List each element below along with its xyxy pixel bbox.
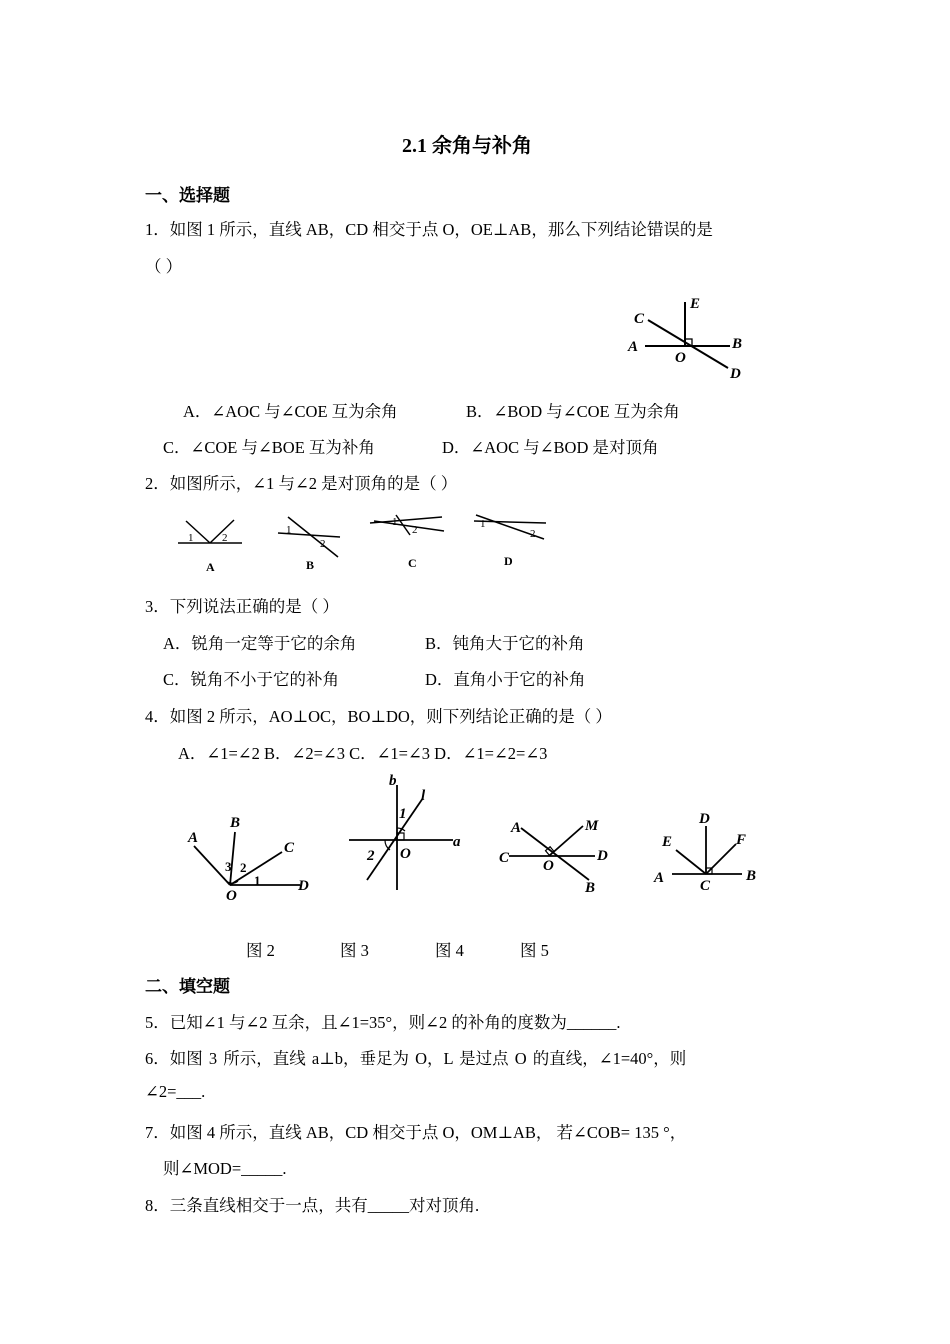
svg-text:B: B [585, 880, 596, 896]
q2-figure-c [370, 515, 444, 570]
svg-text:D: D [504, 554, 513, 568]
caption-figure-2: 图 2 [246, 941, 275, 960]
figure-4 [495, 812, 620, 897]
svg-text:O: O [400, 846, 411, 862]
svg-text:F: F [736, 832, 747, 848]
svg-text:2: 2 [320, 538, 326, 550]
q2-stem: 2．如图所示，∠1 与∠2 是对顶角的是（ ） [145, 474, 458, 493]
figure-2 [180, 812, 320, 907]
q2-figure-d [474, 515, 546, 568]
label-c: C [634, 311, 645, 327]
section-fill-heading: 二、填空题 [145, 977, 230, 997]
q5-text: 5．已知∠1 与∠2 互余，且∠1=35°，则∠2 的补角的度数为______. [145, 1013, 621, 1032]
svg-text:1: 1 [480, 518, 486, 530]
svg-text:A: A [188, 830, 199, 846]
svg-text:M: M [585, 818, 599, 834]
caption-figure-4: 图 4 [435, 941, 464, 960]
svg-text:C: C [700, 878, 711, 894]
svg-text:2: 2 [222, 532, 228, 544]
caption-figure-3: 图 3 [340, 941, 369, 960]
q3-stem: 3．下列说法正确的是（ ） [145, 597, 339, 616]
svg-text:O: O [226, 888, 237, 904]
q1-option-b: B．∠BOD 与∠COE 互为余角 [466, 402, 680, 421]
line-cd [648, 320, 728, 368]
label-a: A [628, 339, 639, 355]
q4-options: A．∠1=∠2 B．∠2=∠3 C．∠1=∠3 D．∠1=∠2=∠3 [178, 744, 548, 763]
svg-text:A: A [654, 870, 665, 886]
svg-text:A: A [206, 560, 215, 574]
q4-stem: 4．如图 2 所示，AO⊥OC，BO⊥DO，则下列结论正确的是（ ） [145, 707, 612, 726]
figure-q2 [170, 505, 560, 580]
svg-text:2: 2 [240, 860, 247, 875]
q1-option-c: C．∠COE 与∠BOE 互为补角 [163, 438, 375, 457]
svg-text:a: a [453, 834, 461, 850]
svg-text:C: C [499, 850, 510, 866]
q6-line1: 6．如图 3 所示，直线 a⊥b，垂足为 O，L 是过点 O 的直线，∠1=40°，则 [145, 1049, 687, 1068]
q1-stem: 1．如图 1 所示，直线 AB，CD 相交于点 O，OE⊥AB，那么下列结论错误的是 [145, 220, 713, 239]
svg-text:B: B [230, 815, 241, 831]
q2-figure-b [278, 517, 340, 572]
figure-5 [650, 808, 765, 900]
label-e: E [690, 296, 701, 312]
svg-text:b: b [389, 773, 397, 789]
svg-text:l: l [421, 788, 426, 804]
page-title: 2.1 余角与补角 [402, 135, 532, 157]
q1-option-d: D．∠AOC 与∠BOD 是对顶角 [442, 438, 659, 457]
svg-text:2: 2 [412, 524, 418, 536]
svg-text:1: 1 [188, 532, 194, 544]
svg-text:C: C [408, 556, 417, 570]
svg-text:1: 1 [254, 873, 261, 888]
svg-text:D: D [298, 878, 309, 894]
q6-line2: ∠2=___. [145, 1082, 206, 1101]
svg-text:1: 1 [399, 806, 407, 822]
svg-text:D: D [597, 848, 608, 864]
svg-text:2: 2 [367, 848, 375, 864]
svg-text:3: 3 [225, 859, 232, 874]
q8-text: 8．三条直线相交于一点，共有_____对对顶角. [145, 1196, 480, 1215]
q7-line1: 7．如图 4 所示，直线 AB，CD 相交于点 O，OM⊥AB， 若∠COB= 135 °， [145, 1123, 687, 1142]
figure-1 [620, 290, 770, 385]
svg-text:B: B [746, 868, 757, 884]
q2-figure-a [178, 520, 242, 574]
section-choice-heading: 一、选择题 [145, 186, 230, 206]
svg-text:2: 2 [530, 528, 536, 540]
q3-option-b: B．钝角大于它的补角 [425, 634, 585, 653]
q1-option-a: A．∠AOC 与∠COE 互为余角 [183, 402, 398, 421]
svg-text:A: A [511, 820, 522, 836]
q3-option-d: D．直角小于它的补角 [425, 670, 586, 689]
svg-text:D: D [699, 811, 710, 827]
svg-text:B: B [306, 558, 315, 572]
q1-paren: （ ） [145, 257, 183, 276]
caption-figure-5: 图 5 [520, 941, 549, 960]
svg-text:E: E [662, 834, 673, 850]
label-o: O [675, 350, 686, 366]
svg-text:1: 1 [286, 524, 292, 536]
label-d: D [730, 366, 741, 382]
label-b: B [732, 336, 743, 352]
svg-text:O: O [543, 858, 554, 874]
q3-option-a: A．锐角一定等于它的余角 [163, 634, 357, 653]
q3-option-c: C．锐角不小于它的补角 [163, 670, 340, 689]
svg-text:1: 1 [392, 516, 398, 528]
figure-3 [345, 770, 470, 895]
q7-line2: 则∠MOD=_____. [163, 1159, 287, 1178]
svg-text:C: C [284, 840, 295, 856]
